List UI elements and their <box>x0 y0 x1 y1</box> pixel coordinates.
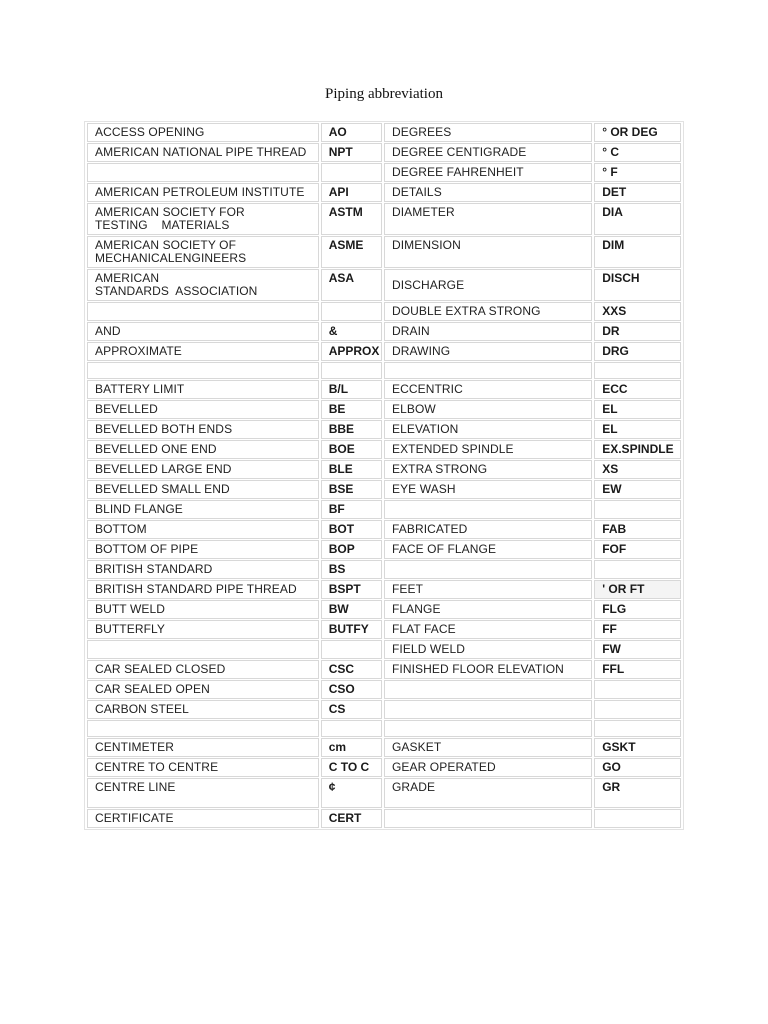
table-row <box>87 640 681 659</box>
term-cell: AMERICAN SOCIETY OF MECHANICALENGINEERS <box>87 236 319 268</box>
term-cell <box>384 500 592 519</box>
term-cell <box>384 720 592 737</box>
term-cell: EXTRA STRONG <box>384 460 592 479</box>
abbreviation-cell: XS <box>594 460 681 479</box>
abbreviation-cell: DIM <box>594 236 681 268</box>
abbreviation-cell <box>321 163 382 182</box>
term-cell: DIAMETER <box>384 203 592 235</box>
table-row <box>87 342 681 361</box>
term-cell: AND <box>87 322 319 341</box>
table-row <box>87 203 681 235</box>
table-row <box>87 362 681 379</box>
term-cell: BRITISH STANDARD <box>87 560 319 579</box>
abbreviation-cell <box>321 720 382 737</box>
abbreviation-cell: ° F <box>594 163 681 182</box>
term-cell: BRITISH STANDARD PIPE THREAD <box>87 580 319 599</box>
abbreviation-cell <box>594 720 681 737</box>
abbreviation-cell: BUTFY <box>321 620 382 639</box>
term-cell <box>384 362 592 379</box>
abbreviation-cell: BF <box>321 500 382 519</box>
abbreviation-cell: ° OR DEG <box>594 123 681 142</box>
abbreviation-cell: BS <box>321 560 382 579</box>
abbreviation-cell: BOT <box>321 520 382 539</box>
abbreviation-cell: XXS <box>594 302 681 321</box>
term-cell: BOTTOM OF PIPE <box>87 540 319 559</box>
table-row <box>87 809 681 828</box>
term-cell: BATTERY LIMIT <box>87 380 319 399</box>
table-row <box>87 660 681 679</box>
abbreviation-cell: ASTM <box>321 203 382 235</box>
table-row <box>87 143 681 162</box>
abbreviation-cell: EL <box>594 420 681 439</box>
term-cell: DRAIN <box>384 322 592 341</box>
abbreviation-cell: APPROX <box>321 342 382 361</box>
term-cell: DISCHARGE <box>384 269 592 301</box>
table-row <box>87 540 681 559</box>
abbreviation-cell: ¢ <box>321 778 382 808</box>
term-cell: CAR SEALED CLOSED <box>87 660 319 679</box>
abbreviation-cell: AO <box>321 123 382 142</box>
abbreviation-cell <box>321 302 382 321</box>
term-cell: BEVELLED <box>87 400 319 419</box>
table-row <box>87 380 681 399</box>
term-cell: DEGREES <box>384 123 592 142</box>
table-row <box>87 580 681 599</box>
term-cell <box>87 302 319 321</box>
abbreviation-cell: DISCH <box>594 269 681 301</box>
term-cell: GRADE <box>384 778 592 808</box>
term-cell <box>87 163 319 182</box>
abbreviation-cell: ° C <box>594 143 681 162</box>
abbreviation-cell: NPT <box>321 143 382 162</box>
table-row <box>87 720 681 737</box>
abbreviation-cell: CERT <box>321 809 382 828</box>
table-row <box>87 183 681 202</box>
abbreviation-cell: API <box>321 183 382 202</box>
term-cell: EXTENDED SPINDLE <box>384 440 592 459</box>
term-cell: AMERICAN PETROLEUM INSTITUTE <box>87 183 319 202</box>
term-cell: BOTTOM <box>87 520 319 539</box>
abbreviation-cell: CSO <box>321 680 382 699</box>
abbreviation-cell <box>594 700 681 719</box>
abbreviation-cell: DR <box>594 322 681 341</box>
abbreviation-cell: ECC <box>594 380 681 399</box>
abbreviation-cell: BOP <box>321 540 382 559</box>
abbreviation-cell: FOF <box>594 540 681 559</box>
abbreviation-cell: ' OR FT <box>594 580 681 599</box>
abbreviation-cell <box>594 560 681 579</box>
table-row <box>87 700 681 719</box>
abbreviation-cell: BW <box>321 600 382 619</box>
abbreviation-cell: BE <box>321 400 382 419</box>
term-cell: GEAR OPERATED <box>384 758 592 777</box>
term-cell: CAR SEALED OPEN <box>87 680 319 699</box>
term-cell: BUTTERFLY <box>87 620 319 639</box>
document-title: Piping abbreviation <box>325 86 443 102</box>
abbreviation-cell: BLE <box>321 460 382 479</box>
term-cell: DIMENSION <box>384 236 592 268</box>
term-cell: BEVELLED LARGE END <box>87 460 319 479</box>
term-cell: FIELD WELD <box>384 640 592 659</box>
term-cell: ECCENTRIC <box>384 380 592 399</box>
table-row <box>87 758 681 777</box>
term-cell: EYE WASH <box>384 480 592 499</box>
term-cell: DRAWING <box>384 342 592 361</box>
term-cell: CENTRE TO CENTRE <box>87 758 319 777</box>
abbreviation-cell: BBE <box>321 420 382 439</box>
abbreviation-cell: FFL <box>594 660 681 679</box>
term-cell: CERTIFICATE <box>87 809 319 828</box>
term-cell: DEGREE CENTIGRADE <box>384 143 592 162</box>
abbreviation-cell <box>321 362 382 379</box>
abbreviation-cell: FF <box>594 620 681 639</box>
abbreviation-cell: EX.SPINDLE <box>594 440 681 459</box>
abbreviation-cell: EW <box>594 480 681 499</box>
term-cell: ELBOW <box>384 400 592 419</box>
term-cell: ELEVATION <box>384 420 592 439</box>
table-row <box>87 560 681 579</box>
table-row <box>87 520 681 539</box>
table-row <box>87 480 681 499</box>
table-row <box>87 322 681 341</box>
abbreviation-cell: EL <box>594 400 681 419</box>
term-cell: FLAT FACE <box>384 620 592 639</box>
abbreviation-cell: & <box>321 322 382 341</box>
abbreviation-cell: B/L <box>321 380 382 399</box>
term-cell: BUTT WELD <box>87 600 319 619</box>
term-cell: BEVELLED SMALL END <box>87 480 319 499</box>
term-cell <box>384 809 592 828</box>
table-row <box>87 400 681 419</box>
term-cell: BLIND FLANGE <box>87 500 319 519</box>
table-row <box>87 236 681 268</box>
abbreviation-cell: GO <box>594 758 681 777</box>
abbreviation-cell: ASME <box>321 236 382 268</box>
abbreviation-cell: BSPT <box>321 580 382 599</box>
term-cell: DEGREE FAHRENHEIT <box>384 163 592 182</box>
term-cell: AMERICAN STANDARDS ASSOCIATION <box>87 269 319 301</box>
abbreviation-cell: FAB <box>594 520 681 539</box>
abbreviation-cell: cm <box>321 738 382 757</box>
table-row <box>87 500 681 519</box>
term-cell <box>384 680 592 699</box>
abbreviation-table-body <box>87 123 681 828</box>
term-cell <box>87 720 319 737</box>
term-cell: BEVELLED ONE END <box>87 440 319 459</box>
term-cell: ACCESS OPENING <box>87 123 319 142</box>
term-cell: FLANGE <box>384 600 592 619</box>
table-row <box>87 123 681 142</box>
table-row <box>87 440 681 459</box>
term-cell <box>87 362 319 379</box>
term-cell: CENTRE LINE <box>87 778 319 808</box>
abbreviation-cell: DIA <box>594 203 681 235</box>
abbreviation-cell: GSKT <box>594 738 681 757</box>
abbreviation-cell: CS <box>321 700 382 719</box>
abbreviation-cell <box>594 362 681 379</box>
abbreviation-cell <box>594 809 681 828</box>
term-cell: FACE OF FLANGE <box>384 540 592 559</box>
abbreviation-cell <box>594 500 681 519</box>
term-cell: DETAILS <box>384 183 592 202</box>
table-row <box>87 778 681 808</box>
abbreviation-cell: BOE <box>321 440 382 459</box>
abbreviation-cell: CSC <box>321 660 382 679</box>
abbreviation-table <box>84 121 684 830</box>
term-cell: FEET <box>384 580 592 599</box>
table-row <box>87 269 681 301</box>
abbreviation-cell: FW <box>594 640 681 659</box>
term-cell: DOUBLE EXTRA STRONG <box>384 302 592 321</box>
term-cell <box>384 560 592 579</box>
table-row <box>87 738 681 757</box>
term-cell: BEVELLED BOTH ENDS <box>87 420 319 439</box>
abbreviation-cell: GR <box>594 778 681 808</box>
term-cell <box>87 640 319 659</box>
term-cell: CENTIMETER <box>87 738 319 757</box>
table-row <box>87 420 681 439</box>
abbreviation-cell: ASA <box>321 269 382 301</box>
table-row <box>87 163 681 182</box>
abbreviation-cell: FLG <box>594 600 681 619</box>
term-cell: AMERICAN NATIONAL PIPE THREAD <box>87 143 319 162</box>
abbreviation-cell <box>321 640 382 659</box>
table-row <box>87 620 681 639</box>
term-cell: AMERICAN SOCIETY FOR TESTING MATERIALS <box>87 203 319 235</box>
table-row <box>87 302 681 321</box>
term-cell: CARBON STEEL <box>87 700 319 719</box>
table-row <box>87 460 681 479</box>
term-cell: FABRICATED <box>384 520 592 539</box>
term-cell: FINISHED FLOOR ELEVATION <box>384 660 592 679</box>
abbreviation-cell: DRG <box>594 342 681 361</box>
term-cell: APPROXIMATE <box>87 342 319 361</box>
abbreviation-cell: BSE <box>321 480 382 499</box>
abbreviation-cell <box>594 680 681 699</box>
abbreviation-cell: C TO C <box>321 758 382 777</box>
term-cell <box>384 700 592 719</box>
abbreviation-cell: DET <box>594 183 681 202</box>
table-row <box>87 600 681 619</box>
table-row <box>87 680 681 699</box>
term-cell: GASKET <box>384 738 592 757</box>
